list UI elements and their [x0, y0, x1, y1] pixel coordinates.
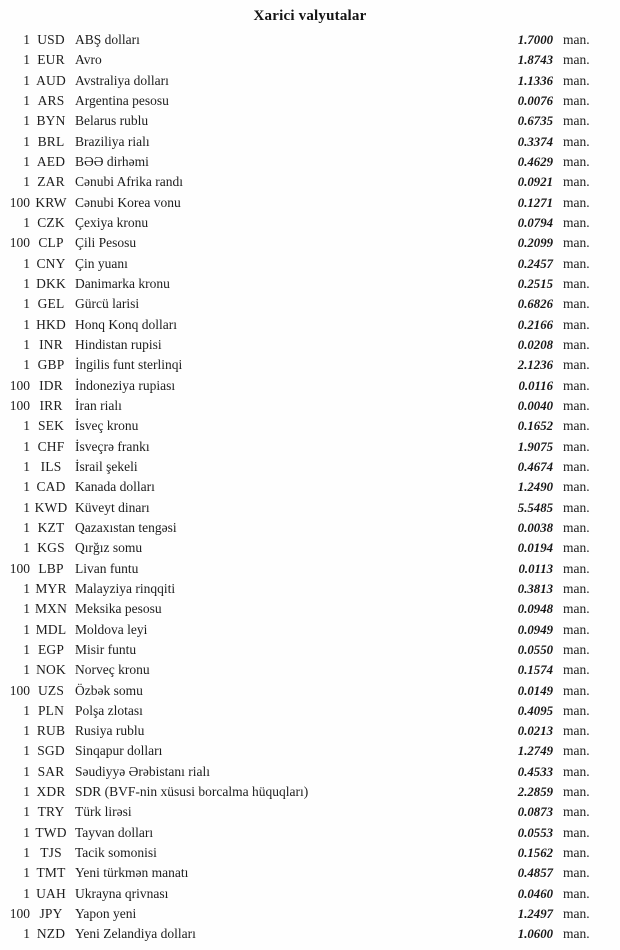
currency-name: İsveçrə frankı [75, 438, 150, 454]
unit-label: man. [563, 336, 590, 352]
currency-name: Norveç kronu [75, 662, 150, 678]
quantity-value: 100 [9, 194, 30, 210]
unit-label: man. [563, 235, 590, 251]
currency-row [0, 233, 620, 253]
currency-code: SEK [37, 418, 65, 434]
currency-name: Küveyt dinarı [75, 499, 150, 515]
currency-row [0, 741, 620, 761]
quantity-value: 100 [9, 235, 30, 251]
exchange-rate: 2.2859 [517, 785, 553, 800]
currency-code: CLP [38, 235, 64, 251]
currency-code: UZS [37, 682, 65, 698]
currency-code: RUB [36, 723, 66, 739]
currency-name: Cənubi Korea vonu [75, 194, 181, 210]
currency-name: Hindistan rupisi [75, 336, 162, 352]
quantity-value: 1 [23, 153, 30, 169]
currency-name: Tacik somonisi [75, 845, 157, 861]
currency-row [0, 91, 620, 111]
exchange-rate: 0.1562 [517, 846, 553, 861]
exchange-rate: 0.4857 [517, 866, 553, 881]
currency-row [0, 782, 620, 802]
unit-label: man. [563, 804, 590, 820]
exchange-rate: 0.0460 [517, 886, 553, 901]
currency-code: MDL [35, 621, 67, 637]
quantity-value: 1 [23, 92, 30, 108]
exchange-rate: 0.2166 [517, 317, 553, 332]
currency-name: Kanada dolları [75, 479, 155, 495]
unit-label: man. [563, 519, 590, 535]
currency-code: AED [36, 153, 66, 169]
currency-row [0, 71, 620, 91]
quantity-value: 1 [23, 641, 30, 657]
currency-code: KGS [37, 540, 65, 556]
currency-name: Türk lirəsi [75, 804, 132, 820]
quantity-value: 1 [23, 275, 30, 291]
currency-name: Rusiya rublu [75, 723, 145, 739]
exchange-rate: 1.9075 [517, 439, 553, 454]
unit-label: man. [563, 702, 590, 718]
exchange-rate: 1.0600 [517, 927, 553, 942]
exchange-rate: 0.0921 [517, 175, 553, 190]
currency-name: Qırğız somu [75, 540, 143, 556]
currency-code: TJS [40, 845, 62, 861]
unit-label: man. [563, 682, 590, 698]
currency-row [0, 579, 620, 599]
exchange-rate: 0.2099 [517, 236, 553, 251]
unit-label: man. [563, 723, 590, 739]
exchange-rate: 0.0794 [517, 215, 553, 230]
exchange-rate: 0.4533 [517, 764, 553, 779]
currency-name: Meksika pesosu [75, 601, 162, 617]
quantity-value: 1 [23, 357, 30, 373]
quantity-value: 1 [23, 479, 30, 495]
currency-row [0, 254, 620, 274]
page-title: Xarici valyutalar [253, 8, 367, 24]
currency-code: MYR [35, 580, 67, 596]
currency-name: Livan funtu [75, 560, 139, 576]
quantity-value: 100 [9, 377, 30, 393]
unit-label: man. [563, 275, 590, 291]
currency-row [0, 823, 620, 843]
currency-code: NOK [36, 662, 66, 678]
exchange-rate: 0.0038 [517, 520, 553, 535]
quantity-value: 1 [23, 255, 30, 271]
currency-rates-table [0, 30, 620, 945]
currency-row [0, 843, 620, 863]
currency-name: Braziliya rialı [75, 133, 150, 149]
unit-label: man. [563, 845, 590, 861]
quantity-value: 1 [23, 499, 30, 515]
exchange-rate: 0.4629 [517, 154, 553, 169]
currency-row [0, 355, 620, 375]
unit-label: man. [563, 418, 590, 434]
unit-label: man. [563, 357, 590, 373]
currency-code: AUD [36, 72, 66, 88]
currency-name: Çin yuanı [75, 255, 128, 271]
quantity-value: 1 [23, 418, 30, 434]
currency-row [0, 904, 620, 924]
exchange-rate: 0.2515 [517, 276, 553, 291]
currency-code: IDR [39, 377, 63, 393]
unit-label: man. [563, 662, 590, 678]
unit-label: man. [563, 824, 590, 840]
unit-label: man. [563, 865, 590, 881]
currency-row [0, 213, 620, 233]
currency-row [0, 50, 620, 70]
exchange-rate: 0.0149 [517, 683, 553, 698]
currency-row [0, 538, 620, 558]
currency-row [0, 132, 620, 152]
currency-row [0, 315, 620, 335]
currency-name: Gürcü larisi [75, 296, 140, 312]
currency-name: Yapon yeni [75, 906, 137, 922]
quantity-value: 1 [23, 458, 30, 474]
currency-row [0, 640, 620, 660]
unit-label: man. [563, 32, 590, 47]
exchange-rate: 0.1574 [517, 663, 553, 678]
exchange-rate: 0.0194 [517, 541, 553, 556]
quantity-value: 1 [23, 621, 30, 637]
exchange-rate: 1.8743 [517, 53, 553, 68]
quantity-value: 1 [23, 32, 30, 47]
currency-name: Cənubi Afrika randı [75, 174, 183, 190]
currency-row [0, 762, 620, 782]
currency-name: Səudiyyə Ərəbistanı rialı [75, 763, 210, 779]
currency-row [0, 30, 620, 50]
unit-label: man. [563, 52, 590, 68]
currency-row [0, 274, 620, 294]
unit-label: man. [563, 601, 590, 617]
exchange-rate: 0.4095 [517, 703, 553, 718]
currency-name: Danimarka kronu [75, 275, 170, 291]
unit-label: man. [563, 133, 590, 149]
exchange-rate: 1.1336 [517, 73, 553, 88]
unit-label: man. [563, 72, 590, 88]
unit-label: man. [563, 255, 590, 271]
currency-row [0, 660, 620, 680]
quantity-value: 1 [23, 540, 30, 556]
currency-row [0, 863, 620, 883]
currency-name: Misir funtu [75, 641, 137, 657]
quantity-value: 1 [23, 438, 30, 454]
exchange-rate: 0.6826 [517, 297, 553, 312]
quantity-value: 1 [23, 662, 30, 678]
currency-name: Sinqapur dolları [75, 743, 163, 759]
quantity-value: 1 [23, 133, 30, 149]
currency-name: Belarus rublu [75, 113, 149, 129]
currency-code: JPY [39, 906, 63, 922]
exchange-rate: 0.3374 [517, 134, 553, 149]
currency-code: DKK [36, 275, 66, 291]
currency-row [0, 111, 620, 131]
quantity-value: 100 [9, 682, 30, 698]
currency-name: İran rialı [75, 397, 122, 413]
currency-row [0, 681, 620, 701]
exchange-rate: 0.3813 [517, 581, 553, 596]
exchange-rate: 0.1271 [517, 195, 553, 210]
exchange-rate: 0.0113 [518, 561, 553, 576]
unit-label: man. [563, 458, 590, 474]
quantity-value: 1 [23, 52, 30, 68]
currency-code: INR [39, 336, 63, 352]
currency-row [0, 294, 620, 314]
currency-name: İngilis funt sterlinqi [75, 357, 183, 373]
quantity-value: 1 [23, 601, 30, 617]
currency-code: CAD [36, 479, 66, 495]
unit-label: man. [563, 906, 590, 922]
quantity-value: 1 [23, 214, 30, 230]
currency-row [0, 172, 620, 192]
currency-name: Avro [75, 52, 102, 68]
currency-row [0, 416, 620, 436]
unit-label: man. [563, 926, 590, 942]
exchange-rate: 0.2457 [517, 256, 553, 271]
currency-name: Qazaxıstan tengəsi [75, 519, 177, 535]
unit-label: man. [563, 621, 590, 637]
exchange-rate: 0.0208 [517, 337, 553, 352]
quantity-value: 1 [23, 113, 30, 129]
unit-label: man. [563, 540, 590, 556]
quantity-value: 1 [23, 824, 30, 840]
unit-label: man. [563, 763, 590, 779]
currency-row [0, 498, 620, 518]
unit-label: man. [563, 214, 590, 230]
unit-label: man. [563, 580, 590, 596]
quantity-value: 1 [23, 72, 30, 88]
exchange-rate: 0.0949 [517, 622, 553, 637]
currency-code: GBP [37, 357, 65, 373]
unit-label: man. [563, 479, 590, 495]
currency-name: BƏƏ dirhəmi [75, 153, 149, 169]
currency-code: LBP [38, 560, 64, 576]
currency-row [0, 437, 620, 457]
currency-code: CHF [37, 438, 65, 454]
currency-code: EUR [37, 52, 65, 68]
exchange-rate: 0.6735 [517, 114, 553, 129]
unit-label: man. [563, 560, 590, 576]
currency-row [0, 193, 620, 213]
quantity-value: 1 [23, 174, 30, 190]
exchange-rate: 0.0116 [518, 378, 553, 393]
currency-code: ILS [40, 458, 62, 474]
exchange-rate: 1.2490 [517, 480, 553, 495]
currency-name: Yeni türkmən manatı [75, 865, 189, 881]
currency-row [0, 701, 620, 721]
currency-name: Yeni Zelandiya dolları [75, 926, 196, 942]
exchange-rate: 2.1236 [517, 358, 553, 373]
unit-label: man. [563, 438, 590, 454]
quantity-value: 1 [23, 702, 30, 718]
exchange-rate: 0.0076 [517, 93, 553, 108]
currency-name: İsrail şekeli [75, 458, 138, 474]
currency-name: SDR (BVF-nin xüsusi borcalma hüquqları) [75, 784, 309, 800]
quantity-value: 1 [23, 926, 30, 942]
unit-label: man. [563, 641, 590, 657]
exchange-rate: 0.0040 [517, 398, 553, 413]
unit-label: man. [563, 397, 590, 413]
currency-code: PLN [37, 702, 65, 718]
currency-code: MXN [34, 601, 68, 617]
exchange-rate: 0.0550 [517, 642, 553, 657]
currency-name: Honq Konq dolları [75, 316, 177, 332]
currency-row [0, 559, 620, 579]
currency-row [0, 152, 620, 172]
currency-name: Çili Pesosu [75, 235, 137, 251]
currency-code: NZD [36, 926, 66, 942]
currency-code: ZAR [37, 174, 65, 190]
currency-name: Malayziya rinqqiti [75, 580, 176, 596]
currency-row [0, 599, 620, 619]
unit-label: man. [563, 153, 590, 169]
currency-code: ARS [37, 92, 65, 108]
currency-code: SGD [37, 743, 65, 759]
currency-name: Argentina pesosu [75, 92, 169, 108]
currency-code: BYN [36, 113, 66, 129]
currency-name: Çexiya kronu [75, 214, 149, 230]
currency-code: BRL [37, 133, 65, 149]
currency-name: Ukrayna qrivnası [75, 885, 169, 901]
quantity-value: 100 [9, 560, 30, 576]
unit-label: man. [563, 113, 590, 129]
unit-label: man. [563, 316, 590, 332]
currency-code: GEL [37, 296, 65, 312]
currency-code: CZK [37, 214, 65, 230]
unit-label: man. [563, 194, 590, 210]
currency-name: Polşa zlotası [75, 702, 143, 718]
quantity-value: 1 [23, 580, 30, 596]
quantity-value: 1 [23, 723, 30, 739]
currency-code: KZT [37, 519, 65, 535]
currency-row [0, 620, 620, 640]
quantity-value: 1 [23, 763, 30, 779]
currency-row [0, 457, 620, 477]
currency-name: ABŞ dolları [75, 32, 140, 47]
currency-code: KRW [35, 194, 67, 210]
exchange-rate: 1.2749 [517, 744, 553, 759]
currency-code: IRR [39, 397, 63, 413]
currency-code: KWD [34, 499, 68, 515]
currency-code: HKD [36, 316, 66, 332]
unit-label: man. [563, 296, 590, 312]
quantity-value: 1 [23, 845, 30, 861]
unit-label: man. [563, 784, 590, 800]
currency-row [0, 884, 620, 904]
currency-name: İndoneziya rupiası [75, 377, 176, 393]
quantity-value: 1 [23, 784, 30, 800]
exchange-rate: 0.0948 [517, 602, 553, 617]
currency-row [0, 376, 620, 396]
quantity-value: 1 [23, 865, 30, 881]
currency-code: TRY [37, 804, 65, 820]
currency-row [0, 335, 620, 355]
currency-code: SAR [37, 763, 65, 779]
currency-row [0, 924, 620, 944]
quantity-value: 1 [23, 804, 30, 820]
quantity-value: 1 [23, 885, 30, 901]
currency-name: Özbək somu [75, 682, 143, 698]
currency-name: Avstraliya dolları [75, 72, 169, 88]
exchange-rate: 1.2497 [517, 907, 553, 922]
unit-label: man. [563, 743, 590, 759]
currency-code: UAH [36, 885, 66, 901]
quantity-value: 1 [23, 519, 30, 535]
currency-code: TWD [35, 824, 67, 840]
unit-label: man. [563, 885, 590, 901]
exchange-rate: 0.0873 [517, 805, 553, 820]
unit-label: man. [563, 499, 590, 515]
currency-name: Moldova leyi [75, 621, 148, 637]
currency-name: Tayvan dolları [75, 824, 154, 840]
currency-row [0, 396, 620, 416]
exchange-rate: 1.7000 [517, 33, 553, 47]
currency-row [0, 721, 620, 741]
quantity-value: 100 [9, 906, 30, 922]
currency-code: TMT [36, 865, 66, 881]
currency-row [0, 518, 620, 538]
exchange-rate: 0.1652 [517, 419, 553, 434]
quantity-value: 1 [23, 316, 30, 332]
unit-label: man. [563, 377, 590, 393]
exchange-rate: 5.5485 [517, 500, 553, 515]
quantity-value: 1 [23, 296, 30, 312]
exchange-rate: 0.4674 [517, 459, 553, 474]
quantity-value: 100 [9, 397, 30, 413]
currency-name: İsveç kronu [75, 418, 139, 434]
exchange-rate: 0.0553 [517, 825, 553, 840]
currency-code: CNY [36, 255, 66, 271]
quantity-value: 1 [23, 743, 30, 759]
exchange-rate: 0.0213 [517, 724, 553, 739]
currency-row [0, 802, 620, 822]
currency-code: USD [37, 32, 65, 47]
unit-label: man. [563, 174, 590, 190]
currency-row [0, 477, 620, 497]
currency-code: EGP [37, 641, 65, 657]
currency-code: XDR [36, 784, 66, 800]
quantity-value: 1 [23, 336, 30, 352]
unit-label: man. [563, 92, 590, 108]
